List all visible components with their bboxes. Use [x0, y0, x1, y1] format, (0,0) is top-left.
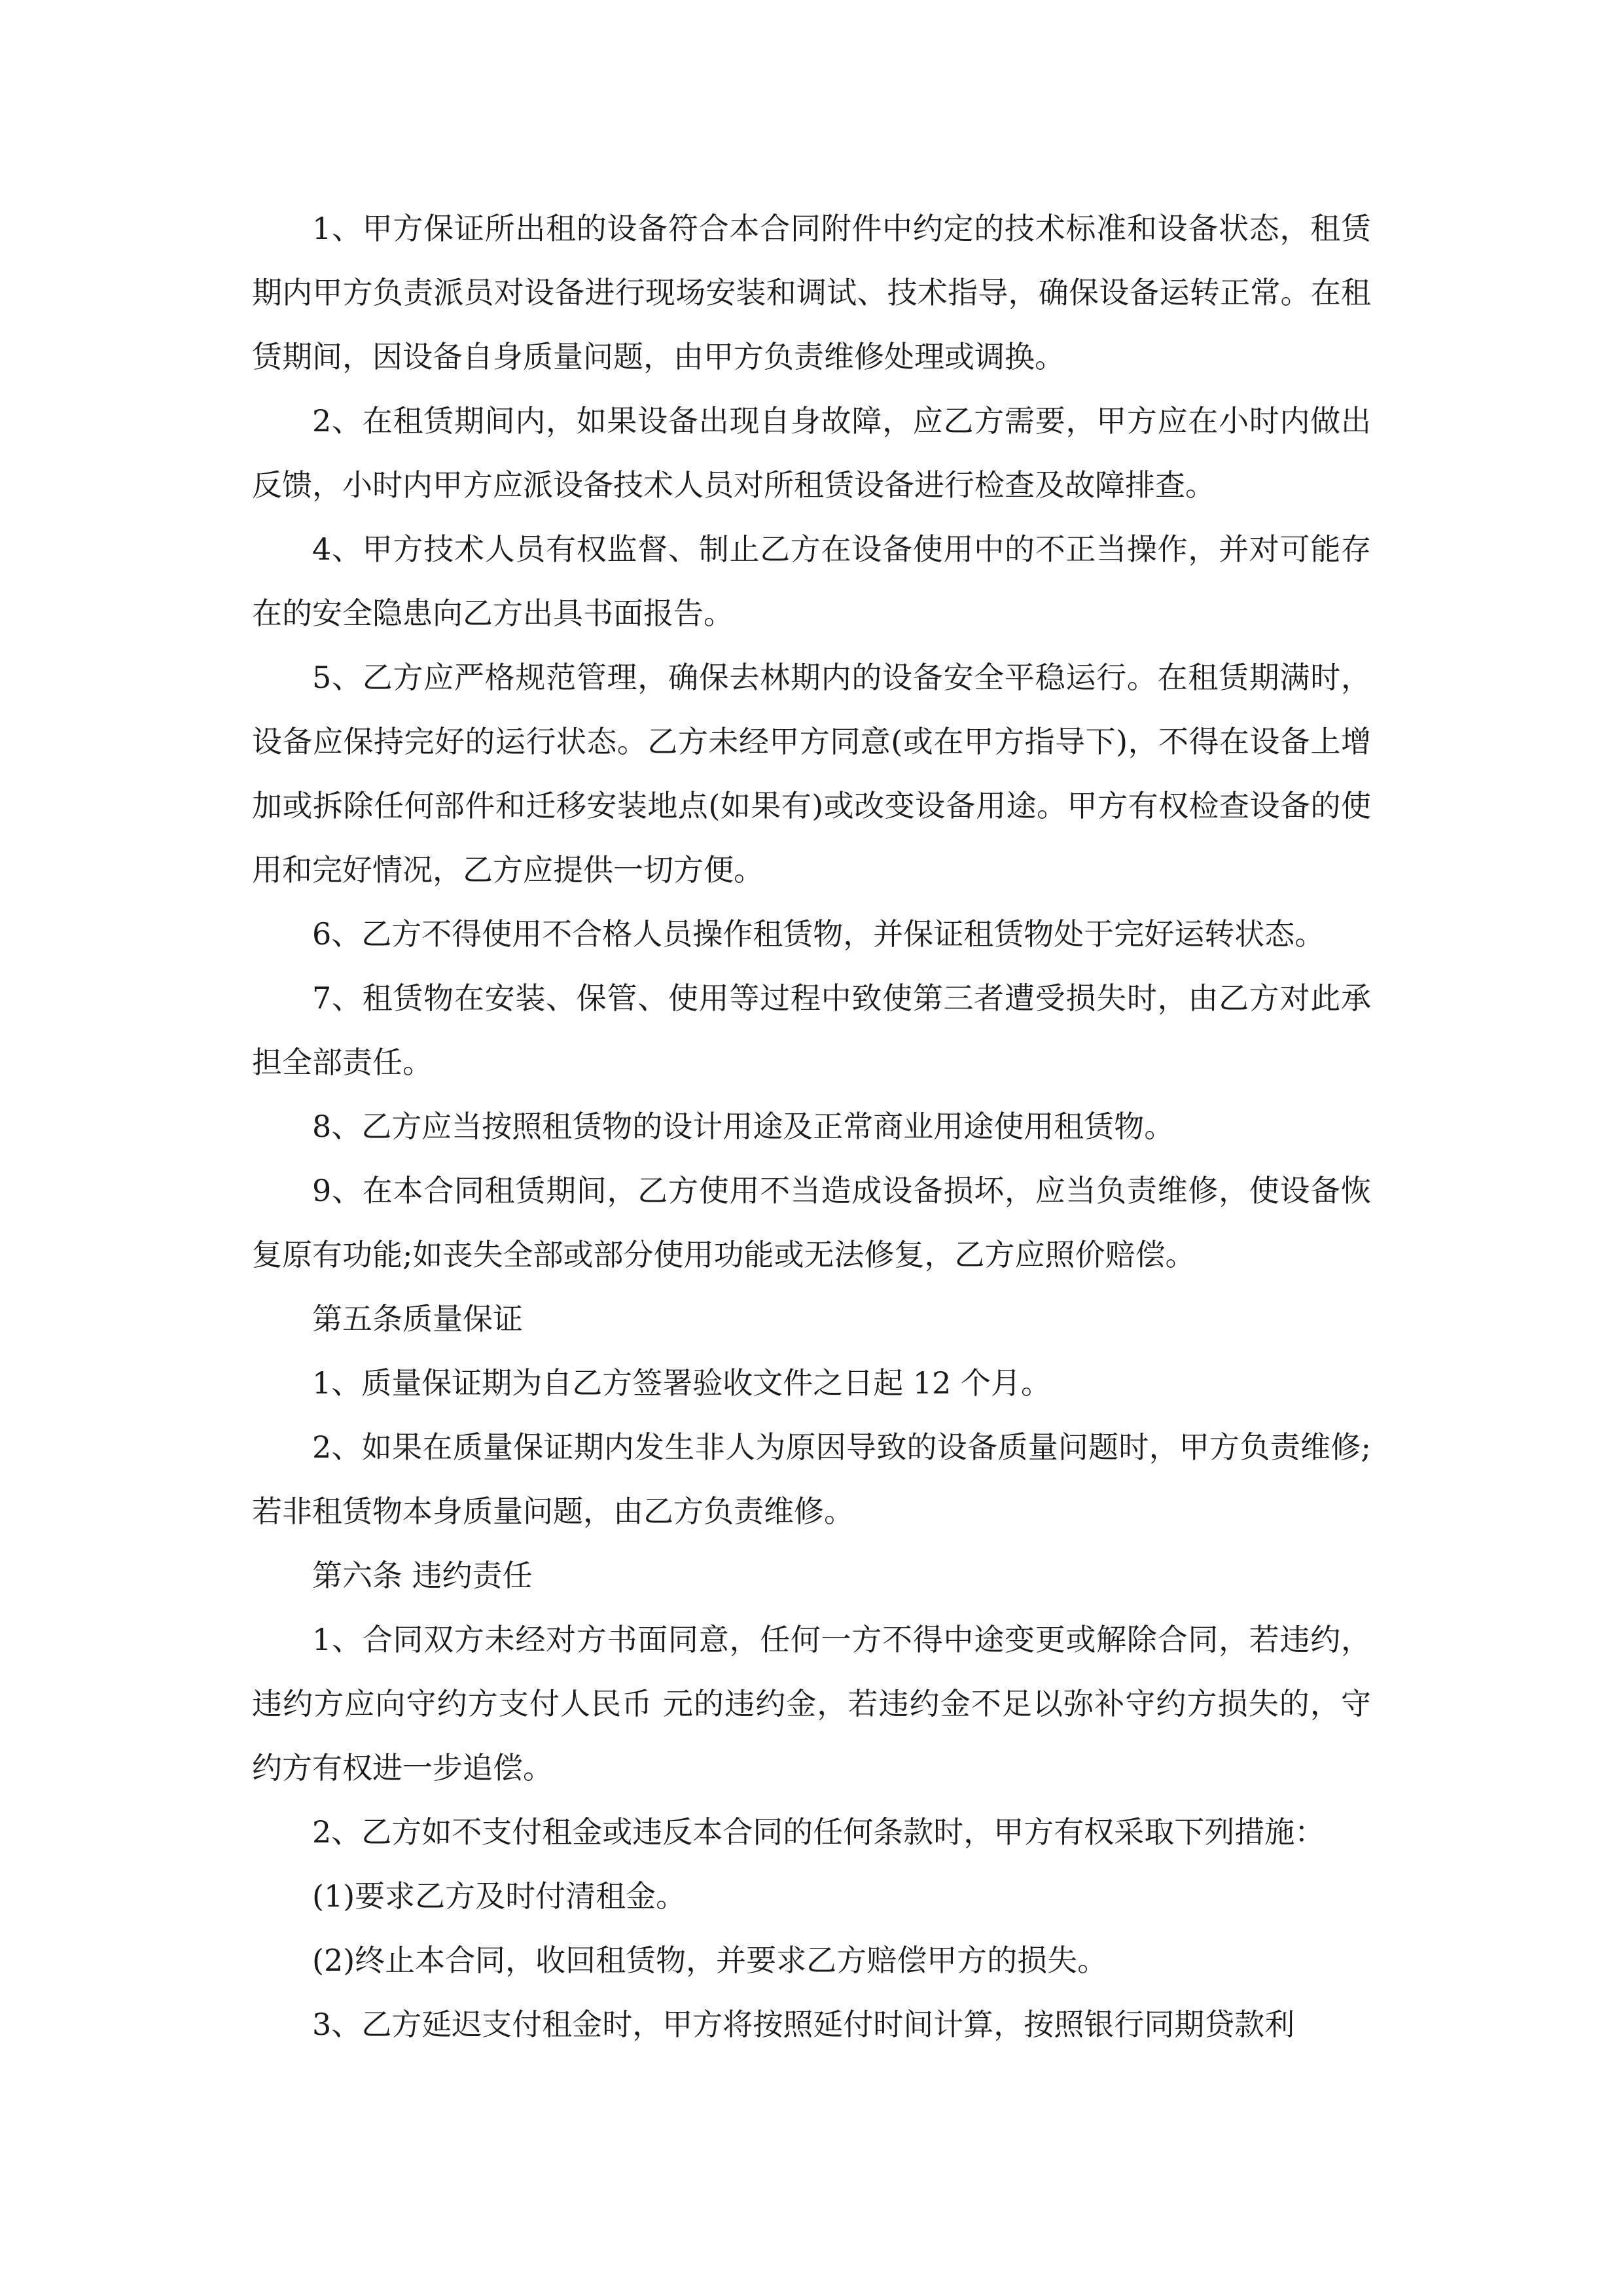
clause-subitem: (1)要求乙方及时付清租金。	[312, 1878, 687, 1914]
clause-paragraph: 1、甲方保证所出租的设备符合本合同附件中约定的技术标准和设备状态，租赁期内甲方负责派员对设备进行现场安装和调试、技术指导，确保设备运转正常。在租赁期间，因设备自身质量问题，由甲方负责维修处理或调换。	[252, 211, 1371, 374]
section-heading-quality-guarantee: 第五条质量保证	[312, 1301, 523, 1336]
clause-paragraph: 2、如果在质量保证期内发生非人为原因导致的设备质量问题时，甲方负责维修;若非租赁物本身质量问题，由乙方负责维修。	[252, 1429, 1371, 1529]
section-heading-breach-liability: 第六条 违约责任	[312, 1558, 533, 1593]
clause-paragraph: 1、质量保证期为自乙方签署验收文件之日起 12 个月。	[312, 1365, 1052, 1401]
clause-paragraph: 7、租赁物在安装、保管、使用等过程中致使第三者遭受损失时，由乙方对此承担全部责任。	[252, 980, 1371, 1080]
document-body	[252, 196, 1371, 2056]
clause-paragraph: 4、甲方技术人员有权监督、制止乙方在设备使用中的不正当操作，并对可能存在的安全隐患向乙方出具书面报告。	[252, 531, 1371, 631]
clause-subitem: (2)终止本合同，收回租赁物，并要求乙方赔偿甲方的损失。	[312, 1943, 1108, 1978]
clause-paragraph: 2、乙方如不支付租金或违反本合同的任何条款时，甲方有权采取下列措施：	[312, 1814, 1325, 1850]
clause-paragraph: 3、乙方延迟支付租金时，甲方将按照延付时间计算，按照银行同期贷款利	[312, 2007, 1295, 2042]
clause-paragraph: 5、乙方应严格规范管理，确保去林期内的设备安全平稳运行。在租赁期满时，设备应保持完好的运行状态。乙方未经甲方同意(或在甲方指导下)，不得在设备上增加或拆除任何部件和迁移安装地点(如果有)或改变设备用途。甲方有权检查设备的使用和完好情况，乙方应提供一切方便。	[252, 660, 1371, 888]
clause-paragraph: 8、乙方应当按照租赁物的设计用途及正常商业用途使用租赁物。	[312, 1109, 1175, 1144]
clause-paragraph: 6、乙方不得使用不合格人员操作租赁物，并保证租赁物处于完好运转状态。	[312, 916, 1325, 952]
clause-paragraph: 2、在租赁期间内，如果设备出现自身故障，应乙方需要，甲方应在小时内做出反馈，小时内甲方应派设备技术人员对所租赁设备进行检查及故障排查。	[252, 403, 1371, 503]
clause-paragraph: 1、合同双方未经对方书面同意，任何一方不得中途变更或解除合同，若违约，违约方应向守约方支付人民币 元的违约金，若违约金不足以弥补守约方损失的，守约方有权进一步追偿。	[252, 1622, 1371, 1785]
clause-paragraph: 9、在本合同租赁期间，乙方使用不当造成设备损坏，应当负责维修，使设备恢复原有功能;如丧失全部或部分使用功能或无法修复，乙方应照价赔偿。	[252, 1173, 1371, 1272]
